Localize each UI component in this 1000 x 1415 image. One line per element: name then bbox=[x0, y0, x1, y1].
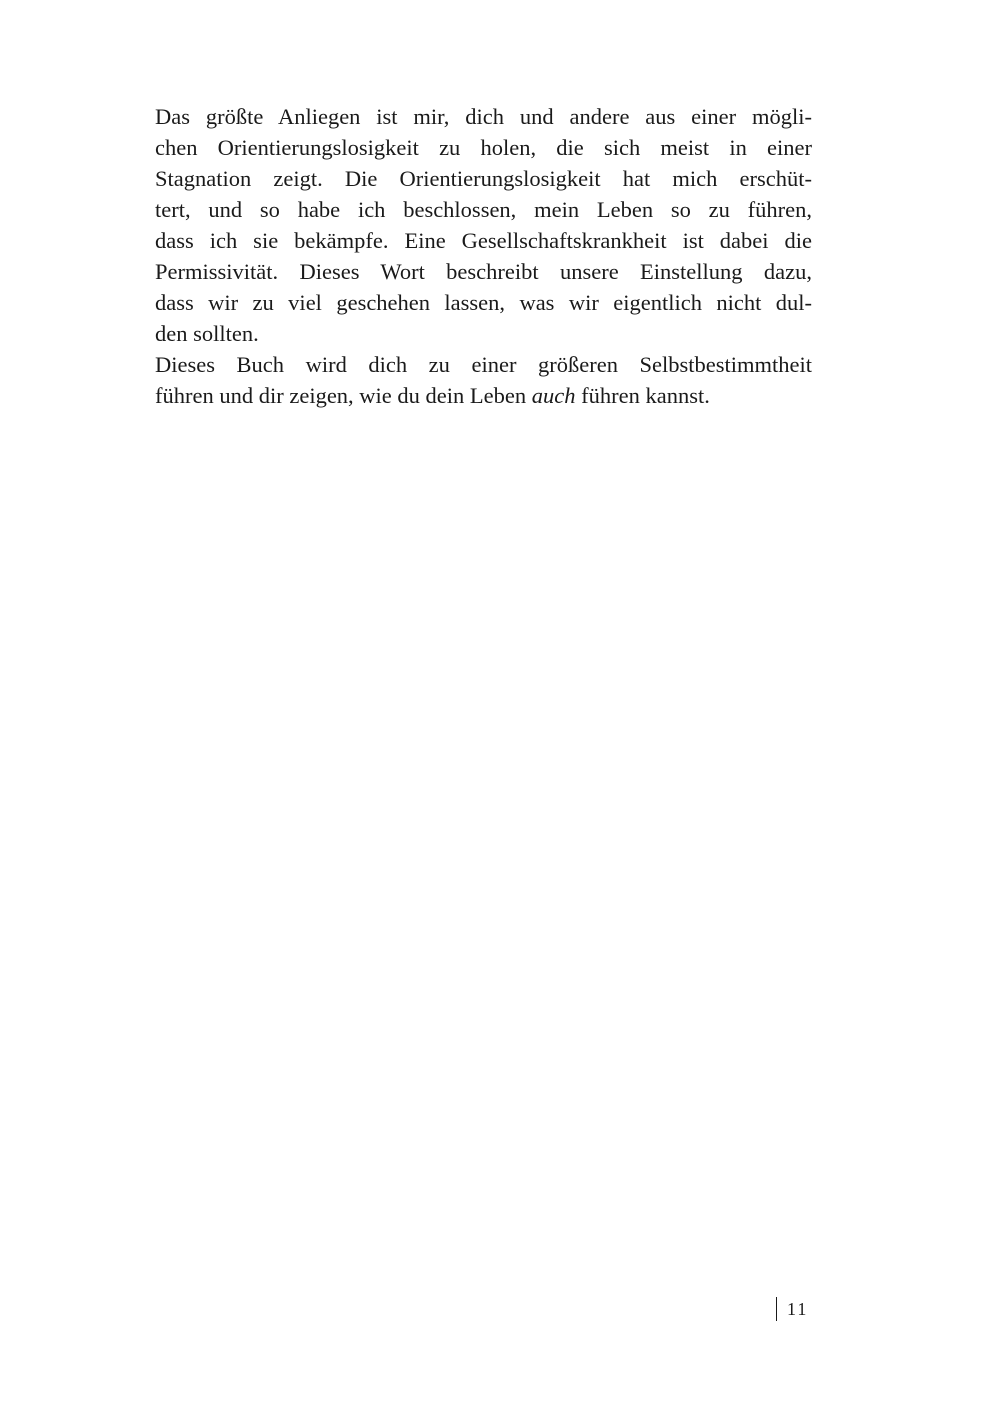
text-line-8: den sollten. bbox=[155, 321, 259, 346]
page-folio bbox=[776, 1297, 808, 1321]
body-text bbox=[155, 101, 812, 411]
text-line-7: dass wir zu viel geschehen lassen, was wir eigentlich nicht dul- bbox=[155, 290, 812, 315]
text-line-1: Das größte Anliegen ist mir, dich und andere aus einer mögli- bbox=[155, 104, 812, 129]
text-line-2: chen Orientierungslosigkeit zu holen, die sich meist in einer bbox=[155, 135, 812, 160]
text-line-9: Dieses Buch wird dich zu einer größeren Selbstbestimmtheit bbox=[155, 352, 812, 377]
page-number: 11 bbox=[787, 1299, 809, 1319]
text-line-3: Stagnation zeigt. Die Orientierungslosigkeit hat mich erschüt- bbox=[155, 166, 812, 191]
text-line-4: tert, und so habe ich beschlossen, mein Leben so zu führen, bbox=[155, 197, 812, 222]
text-line-10 bbox=[155, 380, 812, 411]
text-line-10-after: führen kannst. bbox=[575, 383, 710, 408]
text-line-5: dass ich sie bekämpfe. Eine Gesellschaftskrankheit ist dabei die bbox=[155, 228, 812, 253]
text-line-6: Permissivität. Dieses Wort beschreibt unsere Einstellung dazu, bbox=[155, 259, 812, 284]
text-line-10-before: führen und dir zeigen, wie du dein Leben bbox=[155, 383, 532, 408]
emphasized-word: auch bbox=[531, 383, 576, 408]
folio-rule bbox=[776, 1297, 777, 1321]
